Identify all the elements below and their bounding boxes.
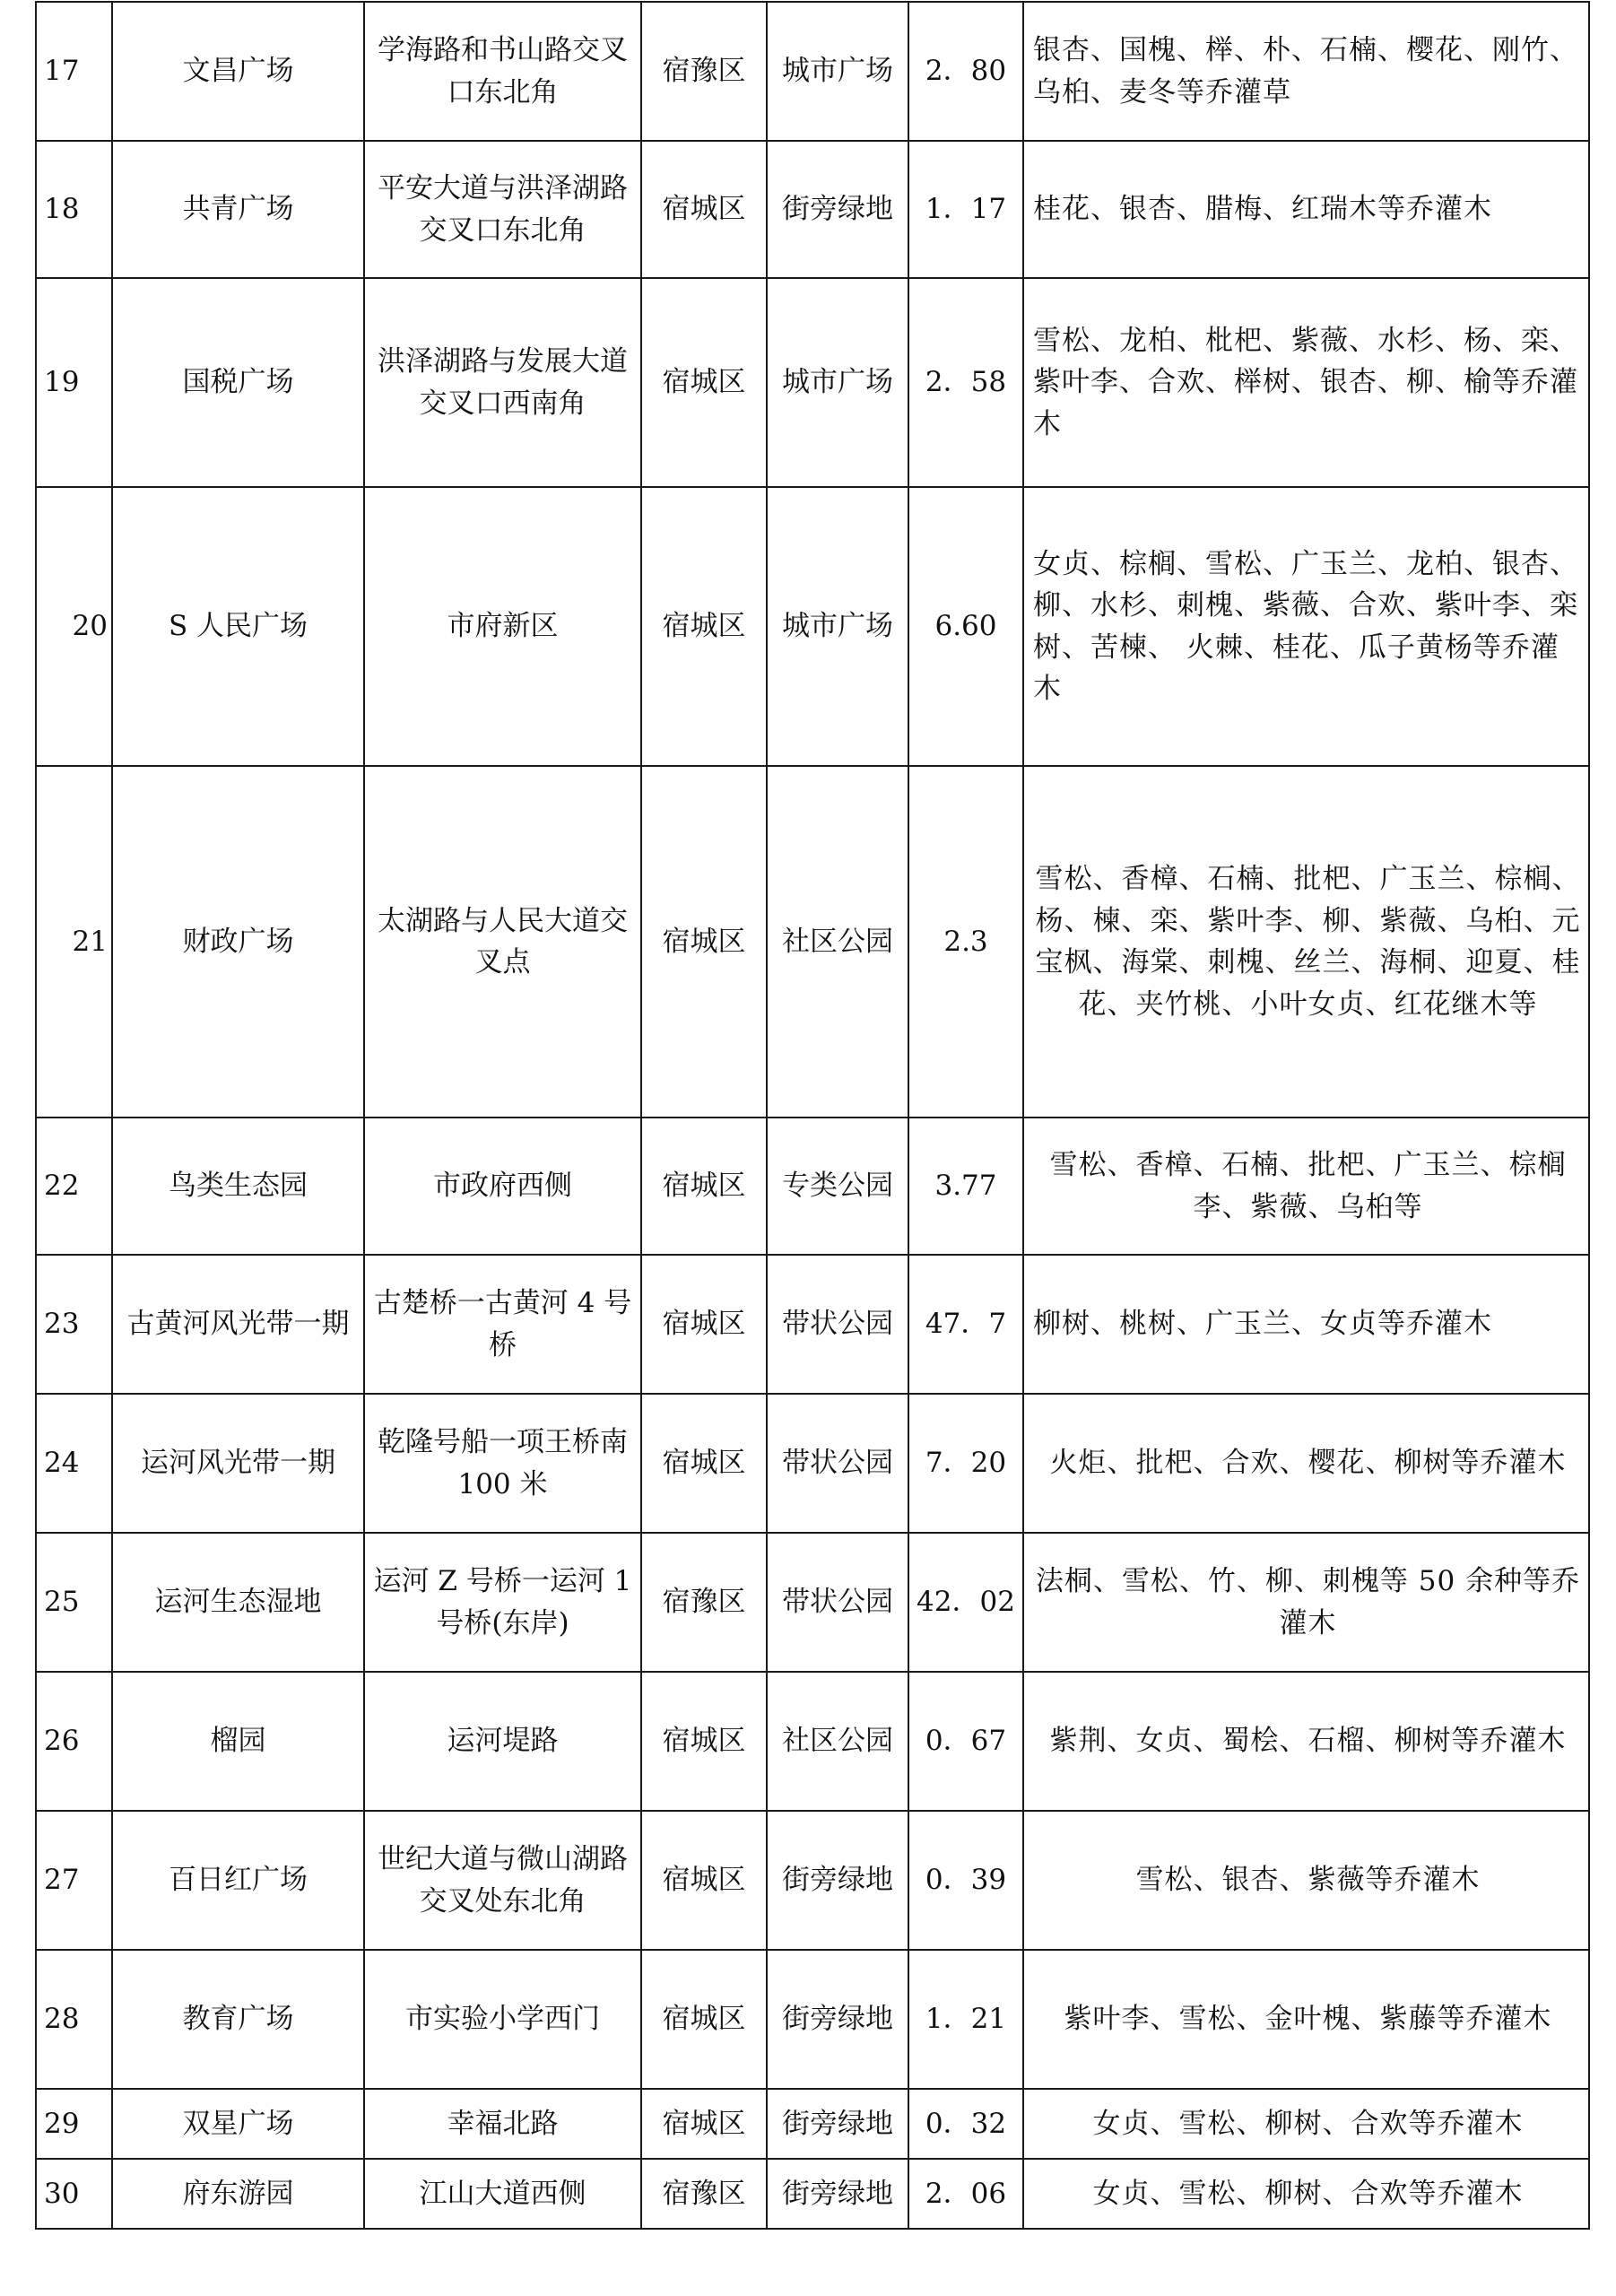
park-area: 1．17 (908, 141, 1023, 278)
park-type: 城市广场 (767, 278, 908, 487)
park-name: 共青广场 (112, 141, 364, 278)
park-district: 宿城区 (641, 766, 767, 1118)
table-row (36, 1950, 1589, 2089)
plant-species: 紫叶李、雪松、金叶槐、紫藤等乔灌木 (1023, 1950, 1589, 2089)
plant-species: 柳树、桃树、广玉兰、女贞等乔灌木 (1023, 1255, 1589, 1394)
table-row (36, 2, 1589, 141)
park-type: 带状公园 (767, 1533, 908, 1672)
park-district: 宿城区 (641, 141, 767, 278)
table-row (36, 1255, 1589, 1394)
park-type: 街旁绿地 (767, 1950, 908, 2089)
plant-species: 紫荆、女贞、蜀桧、石榴、柳树等乔灌木 (1023, 1672, 1589, 1811)
row-number: 29 (36, 2089, 112, 2159)
park-district: 宿城区 (641, 1255, 767, 1394)
park-name: 鸟类生态园 (112, 1118, 364, 1255)
row-number: 30 (36, 2159, 112, 2229)
row-number: 19 (36, 278, 112, 487)
row-number: 26 (36, 1672, 112, 1811)
table-row (36, 1394, 1589, 1533)
park-district: 宿城区 (641, 1950, 767, 2089)
park-type: 街旁绿地 (767, 1811, 908, 1950)
table-row (36, 487, 1589, 766)
park-type: 城市广场 (767, 2, 908, 141)
park-location: 江山大道西侧 (364, 2159, 641, 2229)
park-name: 榴园 (112, 1672, 364, 1811)
park-location: 古楚桥一古黄河 4 号桥 (364, 1255, 641, 1394)
plant-species: 银杏、国槐、榉、朴、石楠、樱花、刚竹、乌桕、麦冬等乔灌草 (1023, 2, 1589, 141)
park-location: 市实验小学西门 (364, 1950, 641, 2089)
park-area: 42．02 (908, 1533, 1023, 1672)
row-number: 21 (36, 766, 112, 1118)
plant-species: 女贞、雪松、柳树、合欢等乔灌木 (1023, 2089, 1589, 2159)
park-area: 0．67 (908, 1672, 1023, 1811)
row-number: 28 (36, 1950, 112, 2089)
park-type: 带状公园 (767, 1255, 908, 1394)
park-location: 运河 Z 号桥一运河 1 号桥(东岸) (364, 1533, 641, 1672)
row-number: 18 (36, 141, 112, 278)
plant-species: 雪松、龙柏、枇杷、紫薇、水杉、杨、栾、紫叶李、合欢、榉树、银杏、柳、榆等乔灌木 (1023, 278, 1589, 487)
park-location: 太湖路与人民大道交叉点 (364, 766, 641, 1118)
row-number: 25 (36, 1533, 112, 1672)
plant-species: 女贞、棕榈、雪松、广玉兰、龙柏、银杏、柳、水杉、刺槐、紫薇、合欢、紫叶李、栾树、苦楝、 火棘、桂花、瓜子黄杨等乔灌木 (1023, 487, 1589, 766)
park-name: 国税广场 (112, 278, 364, 487)
park-type: 社区公园 (767, 766, 908, 1118)
park-location: 洪泽湖路与发展大道交叉口西南角 (364, 278, 641, 487)
park-area: 7．20 (908, 1394, 1023, 1533)
park-location: 市政府西侧 (364, 1118, 641, 1255)
park-name: 文昌广场 (112, 2, 364, 141)
park-area: 6.60 (908, 487, 1023, 766)
park-name: 古黄河风光带一期 (112, 1255, 364, 1394)
park-area: 1．21 (908, 1950, 1023, 2089)
park-type: 街旁绿地 (767, 2089, 908, 2159)
park-type: 城市广场 (767, 487, 908, 766)
park-type: 社区公园 (767, 1672, 908, 1811)
park-area: 2．80 (908, 2, 1023, 141)
park-location: 运河堤路 (364, 1672, 641, 1811)
park-name: 教育广场 (112, 1950, 364, 2089)
row-number: 27 (36, 1811, 112, 1950)
park-name: 运河风光带一期 (112, 1394, 364, 1533)
park-type: 街旁绿地 (767, 2159, 908, 2229)
table-row (36, 766, 1589, 1118)
park-location: 乾隆号船一项王桥南 100 米 (364, 1394, 641, 1533)
park-area: 3.77 (908, 1118, 1023, 1255)
park-name: 运河生态湿地 (112, 1533, 364, 1672)
park-type: 街旁绿地 (767, 141, 908, 278)
plant-species: 法桐、雪松、竹、柳、刺槐等 50 余种等乔灌木 (1023, 1533, 1589, 1672)
park-district: 宿城区 (641, 1394, 767, 1533)
plant-species: 桂花、银杏、腊梅、红瑞木等乔灌木 (1023, 141, 1589, 278)
park-area: 47．7 (908, 1255, 1023, 1394)
table-row (36, 1118, 1589, 1255)
park-district: 宿城区 (641, 487, 767, 766)
row-number: 22 (36, 1118, 112, 1255)
plant-species: 火炬、批杷、合欢、樱花、柳树等乔灌木 (1023, 1394, 1589, 1533)
park-type: 带状公园 (767, 1394, 908, 1533)
park-name: 府东游园 (112, 2159, 364, 2229)
table-row (36, 1811, 1589, 1950)
table-row (36, 1672, 1589, 1811)
table-row (36, 278, 1589, 487)
row-number: 24 (36, 1394, 112, 1533)
table-row (36, 1533, 1589, 1672)
park-area: 2．06 (908, 2159, 1023, 2229)
park-name: 双星广场 (112, 2089, 364, 2159)
plant-species: 雪松、香樟、石楠、批杷、广玉兰、棕榈李、紫薇、乌桕等 (1023, 1118, 1589, 1255)
park-district: 宿豫区 (641, 2159, 767, 2229)
park-name: S 人民广场 (112, 487, 364, 766)
park-district: 宿城区 (641, 1672, 767, 1811)
table-row (36, 141, 1589, 278)
park-district: 宿城区 (641, 2089, 767, 2159)
park-area: 2．58 (908, 278, 1023, 487)
park-area: 0．32 (908, 2089, 1023, 2159)
park-name: 财政广场 (112, 766, 364, 1118)
park-area: 0．39 (908, 1811, 1023, 1950)
park-location: 学海路和书山路交叉口东北角 (364, 2, 641, 141)
row-number: 17 (36, 2, 112, 141)
park-location: 幸福北路 (364, 2089, 641, 2159)
plant-species: 女贞、雪松、柳树、合欢等乔灌木 (1023, 2159, 1589, 2229)
plant-species: 雪松、香樟、石楠、批杷、广玉兰、棕榈、杨、楝、栾、紫叶李、柳、紫薇、乌桕、元宝枫、海棠、刺槐、丝兰、海桐、迎夏、桂花、夹竹桃、小叶女贞、红花继木等 (1023, 766, 1589, 1118)
row-number: 23 (36, 1255, 112, 1394)
row-number: 20 (36, 487, 112, 766)
park-district: 宿城区 (641, 1118, 767, 1255)
plant-species: 雪松、银杏、紫薇等乔灌木 (1023, 1811, 1589, 1950)
table-row (36, 2089, 1589, 2159)
table-row (36, 2159, 1589, 2229)
park-area: 2.3 (908, 766, 1023, 1118)
park-location: 世纪大道与微山湖路交叉处东北角 (364, 1811, 641, 1950)
park-type: 专类公园 (767, 1118, 908, 1255)
park-district: 宿城区 (641, 1811, 767, 1950)
green-space-table (35, 1, 1590, 2230)
park-location: 平安大道与洪泽湖路交叉口东北角 (364, 141, 641, 278)
park-district: 宿豫区 (641, 1533, 767, 1672)
park-district: 宿城区 (641, 278, 767, 487)
park-name: 百日红广场 (112, 1811, 364, 1950)
park-location: 市府新区 (364, 487, 641, 766)
park-district: 宿豫区 (641, 2, 767, 141)
